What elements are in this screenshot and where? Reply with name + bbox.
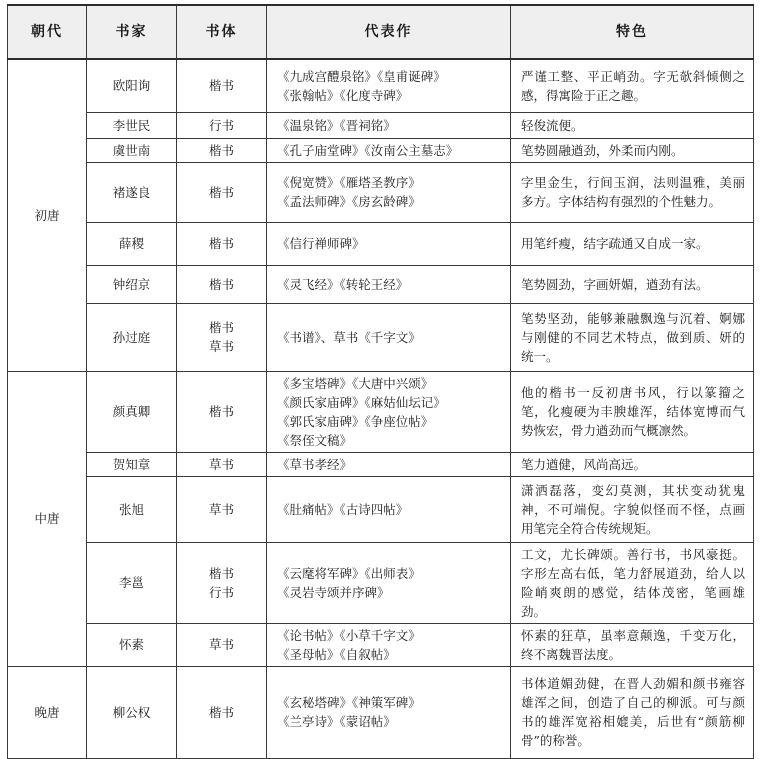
work-line: 《颜氏家庙碑》《麻姑仙坛记》	[277, 394, 446, 410]
script-style-item: 楷书	[208, 236, 234, 251]
table-row	[8, 222, 754, 265]
work-line: 《灵岩寺颂并序碑》	[277, 584, 390, 600]
script-style-item: 楷书	[208, 404, 234, 419]
calligrapher-name: 颜真卿	[87, 371, 177, 452]
works-cell	[267, 59, 511, 112]
script-style-item: 楷书	[208, 565, 234, 581]
work-line: 《草书孝经》	[277, 456, 353, 472]
script-style-item: 楷书	[208, 320, 234, 335]
table-row	[8, 542, 754, 623]
work-line: 《倪宽赞》《雁塔圣教序》	[277, 175, 421, 190]
work-line: 《孟法师碑》《房玄龄碑》	[277, 194, 421, 209]
work-line: 《玄秘塔碑》《神策军碑》	[277, 695, 421, 710]
calligrapher-name: 薛稷	[87, 222, 177, 265]
dynasty-cell: 初唐	[8, 59, 87, 371]
script-style-item: 楷书	[208, 142, 234, 158]
calligrapher-name: 欧阳询	[87, 59, 177, 112]
header-row	[8, 5, 754, 59]
work-line: 《灵飞经》《转轮王经》	[277, 276, 409, 292]
script-style-item: 草书	[208, 637, 234, 652]
feature-cell: 潇洒磊落，变幻莫测，其状变动犹鬼神，不可端倪。字貌似怪而不怪，点画用笔完全符合传统规矩。	[511, 476, 754, 542]
script-style	[177, 452, 267, 476]
works-cell	[267, 112, 511, 138]
script-style-item: 草书	[208, 339, 234, 354]
header-calligrapher: 书家	[87, 5, 177, 59]
dynasty-cell: 晚唐	[8, 666, 87, 758]
feature-cell: 怀素的狂草，虽率意颠逸，千变万化，终不离魏晋法度。	[511, 623, 754, 666]
script-style-item: 草书	[208, 456, 234, 472]
feature-cell: 用笔纤瘦，结字疏通又自成一家。	[511, 222, 754, 265]
feature-cell: 轻俊流便。	[511, 112, 754, 138]
works-cell	[267, 265, 511, 303]
work-line: 《温泉铭》《晋祠铭》	[277, 117, 396, 133]
feature-cell: 他的楷书一反初唐书风，行以篆籀之笔，化瘦硬为丰腴雄浑，结体宽博而气势恢宏，骨力遒劲而气概凛然。	[511, 371, 754, 452]
calligrapher-name: 柳公权	[87, 666, 177, 758]
works-cell	[267, 542, 511, 623]
work-line: 《郭氏家庙碑》《争座位帖》	[277, 413, 434, 429]
works-cell	[267, 303, 511, 371]
script-style-item: 楷书	[208, 704, 234, 720]
works-cell	[267, 476, 511, 542]
work-line: 《信行禅师碑》	[277, 236, 365, 251]
calligrapher-name: 张旭	[87, 476, 177, 542]
calligrapher-name: 虞世南	[87, 138, 177, 162]
script-style	[177, 542, 267, 623]
works-cell	[267, 666, 511, 758]
table-row	[8, 452, 754, 476]
calligrapher-name: 怀素	[87, 623, 177, 666]
works-cell	[267, 162, 511, 222]
table-row	[8, 112, 754, 138]
works-cell	[267, 138, 511, 162]
work-line: 《书谱》、草书《千字文》	[277, 329, 421, 345]
work-line: 《兰亭诗》《蒙诏帖》	[277, 714, 396, 729]
works-cell	[267, 452, 511, 476]
work-line: 《论书帖》《小草千字文》	[277, 627, 421, 643]
calligrapher-name: 李世民	[87, 112, 177, 138]
calligrapher-name: 贺知章	[87, 452, 177, 476]
script-style-item: 行书	[208, 117, 234, 133]
script-style	[177, 265, 267, 303]
calligrapher-name: 李邕	[87, 542, 177, 623]
work-line: 《圣母帖》《自叙帖》	[277, 646, 396, 662]
script-style	[177, 59, 267, 112]
script-style	[177, 112, 267, 138]
work-line: 《多宝塔碑》《大唐中兴颂》	[277, 375, 434, 391]
script-style	[177, 138, 267, 162]
works-cell	[267, 371, 511, 452]
calligrapher-name: 孙过庭	[87, 303, 177, 371]
header-script-style: 书体	[177, 5, 267, 59]
script-style	[177, 371, 267, 452]
table-row	[8, 138, 754, 162]
works-cell	[267, 222, 511, 265]
script-style	[177, 476, 267, 542]
feature-cell: 字里金生，行间玉润，法则温雅，美丽多方。字体结构有强烈的个性魅力。	[511, 162, 754, 222]
feature-cell: 严谨工整、平正峭劲。字无欹斜倾侧之感，得寓险于正之趣。	[511, 59, 754, 112]
header-dynasty: 朝代	[8, 5, 87, 59]
script-style-item: 草书	[208, 501, 234, 517]
script-style-item: 楷书	[208, 276, 234, 292]
work-line: 《孔子庙堂碑》《汝南公主墓志》	[277, 142, 459, 158]
table-row	[8, 59, 754, 112]
feature-cell: 笔势坚劲，能够兼融飘逸与沉着、婀娜与刚健的不同艺术特点，做到质、妍的统一。	[511, 303, 754, 371]
header-representative-works: 代表作	[267, 5, 511, 59]
calligrapher-name: 褚遂良	[87, 162, 177, 222]
feature-cell: 笔力遒健，风尚高远。	[511, 452, 754, 476]
table-row	[8, 265, 754, 303]
table-row	[8, 623, 754, 666]
table-row	[8, 162, 754, 222]
calligrapher-name: 钟绍京	[87, 265, 177, 303]
works-cell	[267, 623, 511, 666]
header-features: 特色	[511, 5, 754, 59]
calligraphers-table	[7, 4, 754, 759]
script-style-item: 行书	[208, 584, 234, 600]
script-style	[177, 303, 267, 371]
script-style-item: 楷书	[208, 184, 234, 200]
work-line: 《九成宫醴泉铭》《皇甫诞碑》	[277, 68, 446, 84]
script-style	[177, 162, 267, 222]
work-line: 《张翰帖》《化度寺碑》	[277, 87, 409, 103]
work-line: 《云麾将军碑》《出师表》	[277, 565, 421, 581]
feature-cell: 工文，尤长碑颂。善行书，书风豪挺。字形左高右低，笔力舒展道劲，给人以险峭爽朗的感觉，结体茂密，笔画雄劲。	[511, 542, 754, 623]
feature-cell: 笔势圆融遒劲，外柔而内刚。	[511, 138, 754, 162]
script-style	[177, 222, 267, 265]
script-style	[177, 666, 267, 758]
table-row	[8, 666, 754, 758]
table-row	[8, 303, 754, 371]
table-row	[8, 476, 754, 542]
script-style-item: 楷书	[208, 78, 234, 94]
script-style	[177, 623, 267, 666]
work-line: 《祭侄文稿》	[277, 432, 353, 448]
feature-cell: 笔势圆劲，字画妍媚，遒劲有法。	[511, 265, 754, 303]
dynasty-cell: 中唐	[8, 371, 87, 666]
work-line: 《肚痛帖》《古诗四帖》	[277, 501, 409, 517]
table-row	[8, 371, 754, 452]
feature-cell: 书体道媚劲健，在晋人劲媚和颜书雍容雄浑之间，创造了自己的柳派。可与颜书的雄浑宽裕相媲美，后世有“颜筋柳骨”的称誉。	[511, 666, 754, 758]
